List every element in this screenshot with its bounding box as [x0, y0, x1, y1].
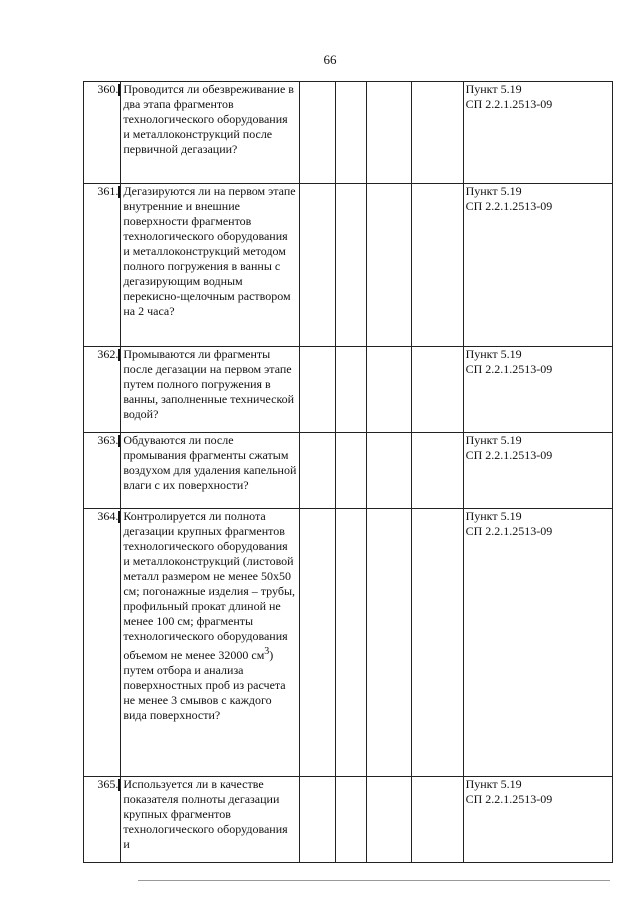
reference-cell: [463, 347, 612, 433]
table-row: [84, 184, 613, 347]
question-cell: Дегазируются ли на первом этапе внутренние и внешние поверхности фрагментов технологического оборудования и металлоконструкций методом полного погружения в ванны с дегазирующим водным перекисно-щелочным раствором на 2 часа?: [121, 184, 299, 347]
empty-cell: [411, 777, 463, 863]
empty-cell: [336, 433, 367, 509]
empty-cell: [367, 82, 412, 184]
empty-cell: [411, 82, 463, 184]
reference-document: СП 2.2.1.2513-09: [465, 448, 553, 462]
question-cell: Используется ли в качестве показателя полноты дегазации крупных фрагментов технологического оборудования и: [121, 777, 299, 863]
empty-cell: [336, 347, 367, 433]
checklist-table: [83, 81, 613, 863]
empty-cell: [299, 433, 335, 509]
reference-clause: Пункт 5.19: [465, 184, 522, 198]
question-cell: Обдуваются ли после промывания фрагменты сжатым воздухом для удаления капельной влаги с их поверхности?: [121, 433, 299, 509]
reference-clause: Пункт 5.19: [465, 347, 522, 361]
page-bottom-rule: [138, 880, 610, 881]
empty-cell: [299, 184, 335, 347]
table-row: [84, 433, 613, 509]
table-row: [84, 777, 613, 863]
empty-cell: [299, 777, 335, 863]
row-number: 365.: [84, 777, 121, 863]
empty-cell: [299, 509, 335, 777]
reference-cell: [463, 82, 612, 184]
row-number: 360.: [84, 82, 121, 184]
reference-document: СП 2.2.1.2513-09: [465, 792, 553, 806]
empty-cell: [411, 347, 463, 433]
reference-cell: [463, 433, 612, 509]
reference-cell: [463, 777, 612, 863]
empty-cell: [336, 184, 367, 347]
empty-cell: [299, 82, 335, 184]
superscript: 3: [264, 646, 270, 657]
empty-cell: [367, 777, 412, 863]
reference-document: СП 2.2.1.2513-09: [465, 524, 553, 538]
question-text-continued: ) путем отбора и анализа поверхностных проб из расчета не менее 3 смывов с каждого вида поверхности?: [123, 648, 286, 722]
table-row: [84, 509, 613, 777]
reference-clause: Пункт 5.19: [465, 509, 522, 523]
empty-cell: [299, 347, 335, 433]
table-row: [84, 347, 613, 433]
empty-cell: [336, 82, 367, 184]
reference-clause: Пункт 5.19: [465, 82, 522, 96]
row-number: 364.: [84, 509, 121, 777]
empty-cell: [411, 184, 463, 347]
reference-clause: Пункт 5.19: [465, 777, 522, 791]
empty-cell: [367, 433, 412, 509]
empty-cell: [367, 509, 412, 777]
question-cell: [121, 509, 299, 777]
empty-cell: [411, 509, 463, 777]
empty-cell: [336, 777, 367, 863]
reference-document: СП 2.2.1.2513-09: [465, 97, 553, 111]
empty-cell: [411, 433, 463, 509]
reference-cell: [463, 184, 612, 347]
empty-cell: [367, 184, 412, 347]
question-cell: Проводится ли обезвреживание в два этапа фрагментов технологического оборудования и металлоконструкций после первичной дегазации?: [121, 82, 299, 184]
reference-cell: [463, 509, 612, 777]
reference-document: СП 2.2.1.2513-09: [465, 199, 553, 213]
question-cell: Промываются ли фрагменты после дегазации на первом этапе путем полного погружения в ванны, заполненные технической водой?: [121, 347, 299, 433]
question-text: Контролируется ли полнота дегазации крупных фрагментов технологического оборудования и металлоконструкций (листовой металл размером не менее 50х50 см; погонажные изделия – трубы, профильный прокат длиной не менее 100 см; фрагменты технологического оборудования объемом не менее 32000 см: [123, 509, 296, 662]
row-number: 363.: [84, 433, 121, 509]
row-number: 361.: [84, 184, 121, 347]
empty-cell: [367, 347, 412, 433]
page-number: 66: [323, 52, 337, 67]
row-number: 362.: [84, 347, 121, 433]
reference-document: СП 2.2.1.2513-09: [465, 362, 553, 376]
empty-cell: [336, 509, 367, 777]
reference-clause: Пункт 5.19: [465, 433, 522, 447]
table-row: [84, 82, 613, 184]
